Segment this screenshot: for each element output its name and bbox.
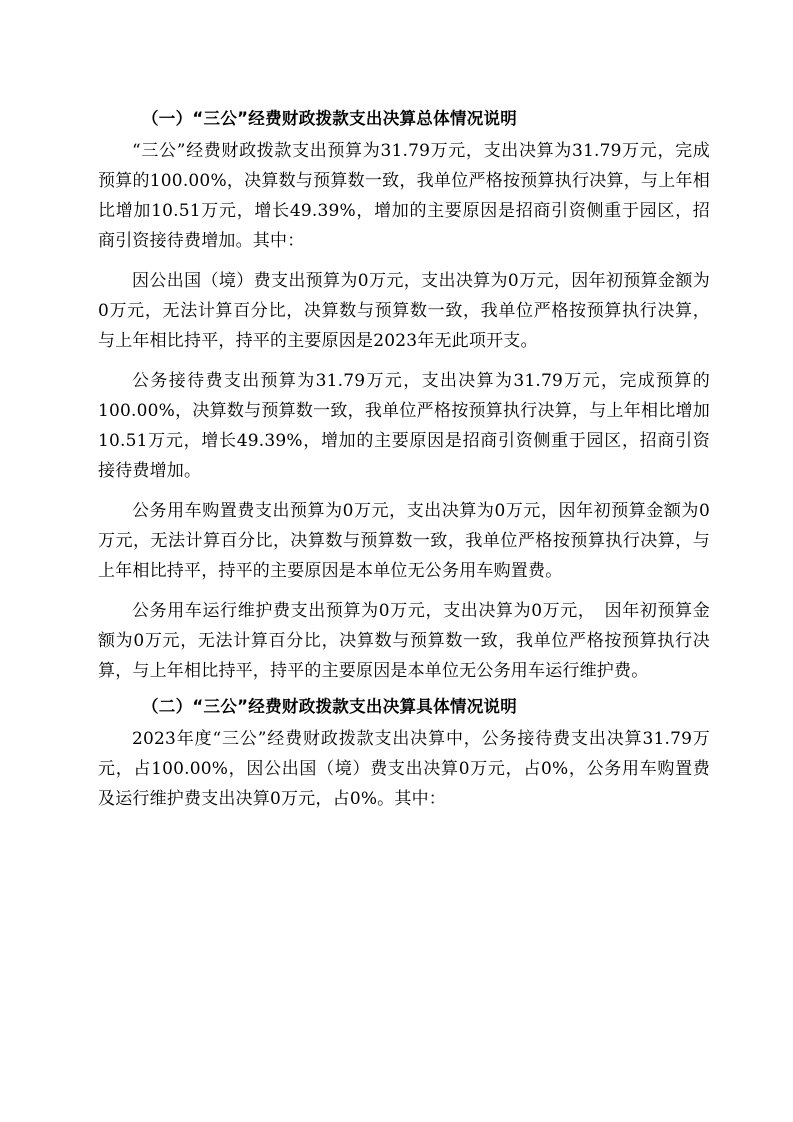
section-1-paragraph-reception: 公务接待费支出预算为31.79万元，支出决算为31.79万元，完成预算的100.00%，决算数与预算数一致，我单位严格按预算执行决算，与上年相比增加10.51万元，增长49.39%，增加的主要原因是招商引资侧重于园区，招商引资接待费增加。 — [98, 371, 710, 481]
section-1-paragraph-overview: “三公”经费财政拨款支出预算为31.79万元，支出决算为31.79万元，完成预算的100.00%，决算数与预算数一致，我单位严格按预算执行决算，与上年相比增加10.51万元，增长49.39%，增加的主要原因是招商引资侧重于园区，招商引资接待费增加。其中： — [98, 141, 710, 251]
section-2-heading: （二）“三公”经费财政拨款支出决算具体情况说明 — [142, 697, 518, 716]
section-1-heading: （一）“三公”经费财政拨款支出决算总体情况说明 — [142, 109, 518, 128]
section-2-paragraph-detail: 2023年度“三公”经费财政拨款支出决算中，公务接待费支出决算31.79万元，占100.00%，因公出国（境）费支出决算0万元，占0%，公务用车购置费及运行维护费支出决算0万元，占0%。其中： — [98, 729, 710, 809]
section-1-paragraph-vehicle-maintenance: 公务用车运行维护费支出预算为0万元，支出决算为0万元， 因年初预算金额为0万元，无法计算百分比，决算数与预算数一致，我单位严格按预算执行决算，与上年相比持平，持平的主要原因是本单位无公务用车运行维护费。 — [98, 601, 710, 681]
section-1-paragraph-vehicle-purchase: 公务用车购置费支出预算为0万元，支出决算为0万元，因年初预算金额为0万元，无法计算百分比，决算数与预算数一致，我单位严格按预算执行决算，与上年相比持平，持平的主要原因是本单位无公务用车购置费。 — [98, 501, 710, 581]
document-body — [98, 106, 710, 824]
section-1-paragraph-overseas-travel: 因公出国（境）费支出预算为0万元，支出决算为0万元，因年初预算金额为0万元，无法计算百分比，决算数与预算数一致，我单位严格按预算执行决算，与上年相比持平，持平的主要原因是2023年无此项开支。 — [98, 271, 710, 351]
